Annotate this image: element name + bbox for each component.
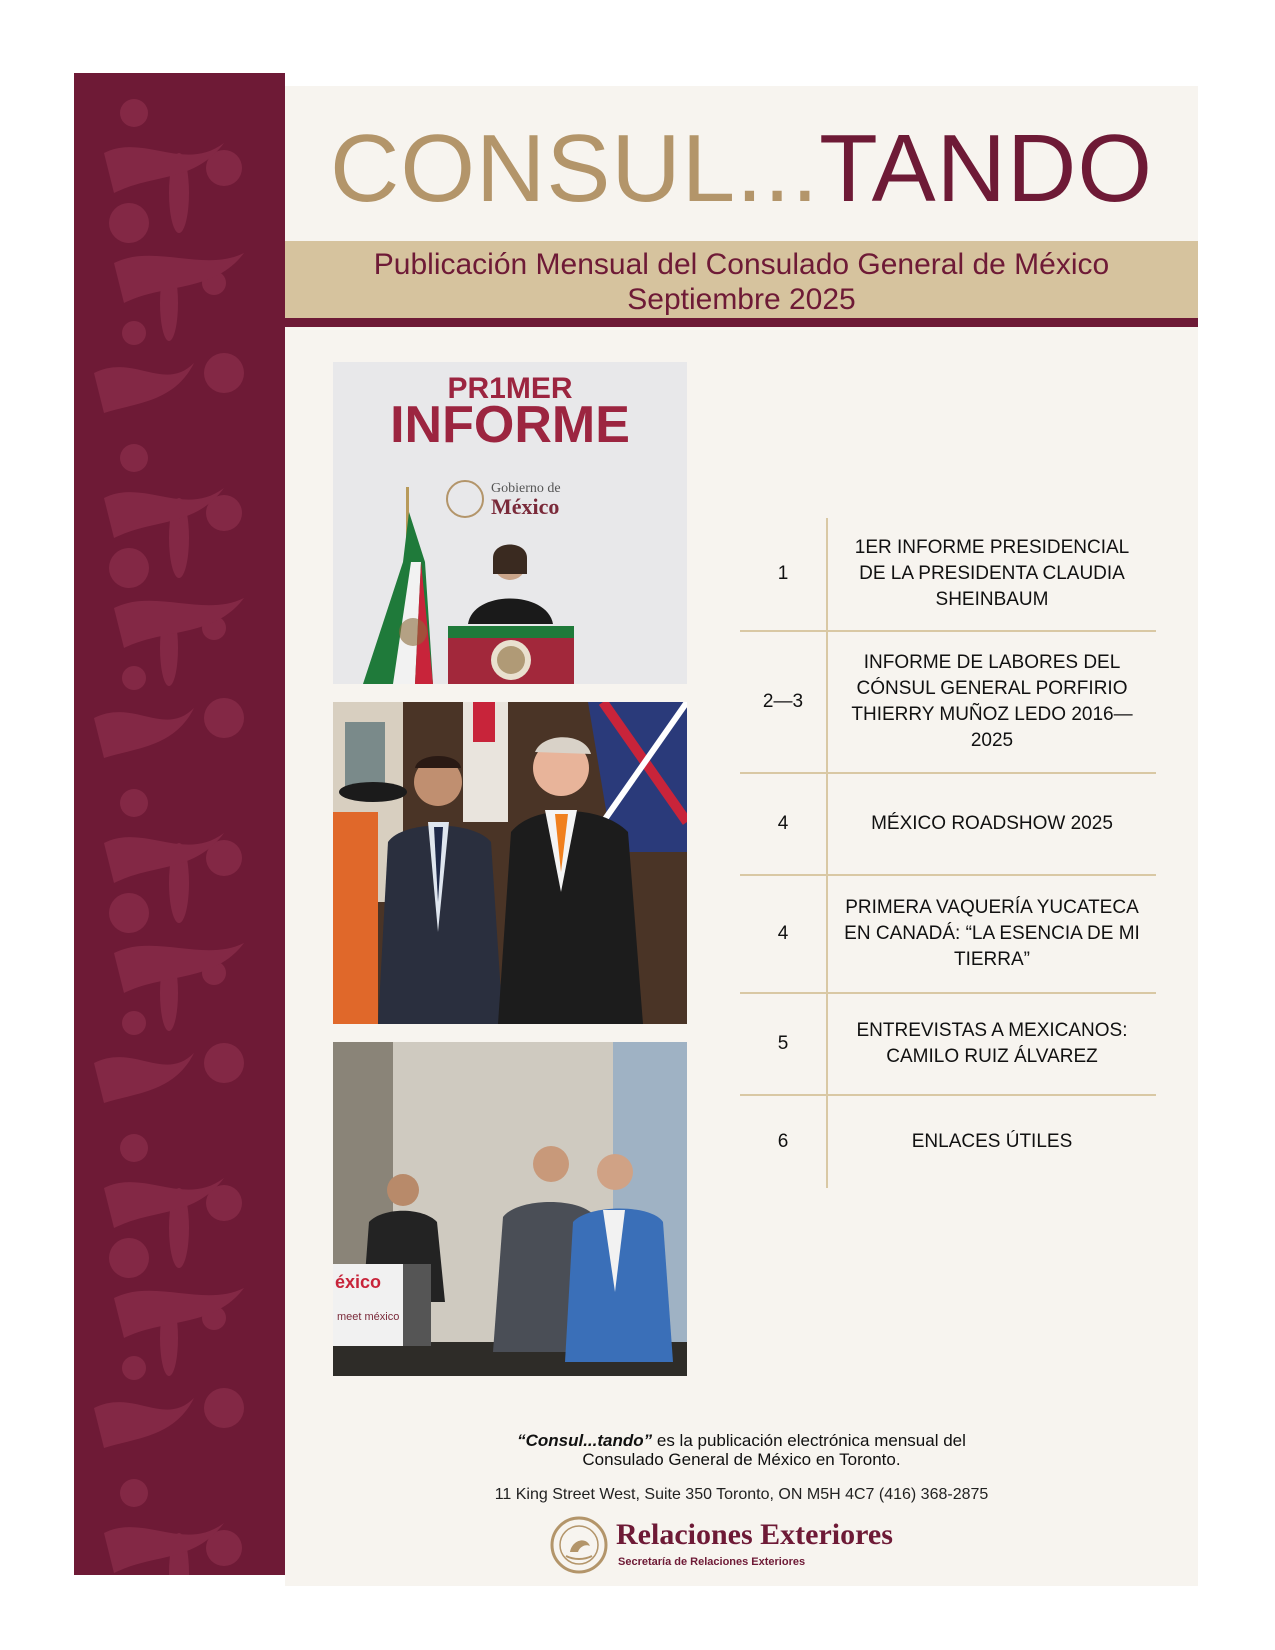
toc-page-number: 6 — [740, 1096, 828, 1188]
subtitle-line1: Publicación Mensual del Consulado General de México — [373, 248, 1110, 281]
masthead-part1: CONSUL... — [330, 115, 820, 222]
sre-logo-subtitle: Secretaría de Relaciones Exteriores — [618, 1556, 806, 1568]
toc-row[interactable] — [740, 632, 1156, 774]
publication-name: “Consul...tando” — [517, 1431, 653, 1450]
toc-row[interactable] — [740, 1096, 1156, 1188]
photo-reunion — [333, 702, 687, 1024]
photo3-sign-brand: éxico — [335, 1272, 382, 1292]
toc-title: MÉXICO ROADSHOW 2025 — [871, 813, 1113, 834]
toc-page-number: 1 — [740, 518, 828, 630]
photo3-sign-tag: meet méxico — [337, 1311, 400, 1323]
toc-row[interactable] — [740, 876, 1156, 994]
photo-roadshow — [333, 1042, 687, 1376]
toc-title: 1ER INFORME PRESIDENCIAL DE LA PRESIDENTA CLAUDIA SHEINBAUM — [854, 537, 1130, 610]
photo1-banner-main: INFORME — [390, 396, 630, 454]
decorative-side-band — [74, 73, 285, 1575]
floral-pattern — [74, 73, 285, 1575]
toc-page-number: 4 — [740, 876, 828, 992]
table-of-contents — [740, 518, 1156, 1188]
toc-title: PRIMERA VAQUERÍA YUCATECA EN CANADÁ: “LA ESENCIA DE MI TIERRA” — [844, 897, 1140, 970]
photo1-logo-big: México — [491, 494, 560, 519]
cover-card — [285, 86, 1198, 1586]
toc-page-number: 4 — [740, 774, 828, 874]
masthead-part2: TANDO — [819, 115, 1153, 222]
publication-note — [285, 1431, 1198, 1469]
publication-note-line1: es la publicación electrónica mensual del — [652, 1431, 966, 1450]
subtitle-bar — [285, 241, 1198, 327]
subtitle-line2: Septiembre 2025 — [627, 283, 856, 316]
toc-page-number: 2—3 — [740, 632, 828, 772]
toc-title: ENTREVISTAS A MEXICANOS: CAMILO RUIZ ÁLVAREZ — [856, 1020, 1128, 1067]
toc-title: ENLACES ÚTILES — [911, 1131, 1073, 1152]
consulate-address: 11 King Street West, Suite 350 Toronto, ON M5H 4C7 (416) 368-2875 — [494, 1486, 989, 1503]
toc-title: INFORME DE LABORES DEL CÓNSUL GENERAL PORFIRIO THIERRY MUÑOZ LEDO 2016—2025 — [851, 652, 1133, 751]
toc-row[interactable] — [740, 774, 1156, 876]
photo1-banner-top: PR1MER — [447, 372, 573, 405]
publication-note-line2: Consulado General de México en Toronto. — [582, 1450, 901, 1469]
national-seal-icon — [550, 1516, 608, 1574]
sre-logo-title: Relaciones Exteriores — [616, 1518, 893, 1551]
toc-row[interactable] — [740, 518, 1156, 632]
masthead — [285, 104, 1198, 234]
photo1-logo-small: Gobierno de — [491, 481, 561, 496]
sre-logo — [550, 1516, 950, 1580]
photo-informe — [333, 362, 687, 684]
toc-row[interactable] — [740, 994, 1156, 1096]
toc-page-number: 5 — [740, 994, 828, 1094]
